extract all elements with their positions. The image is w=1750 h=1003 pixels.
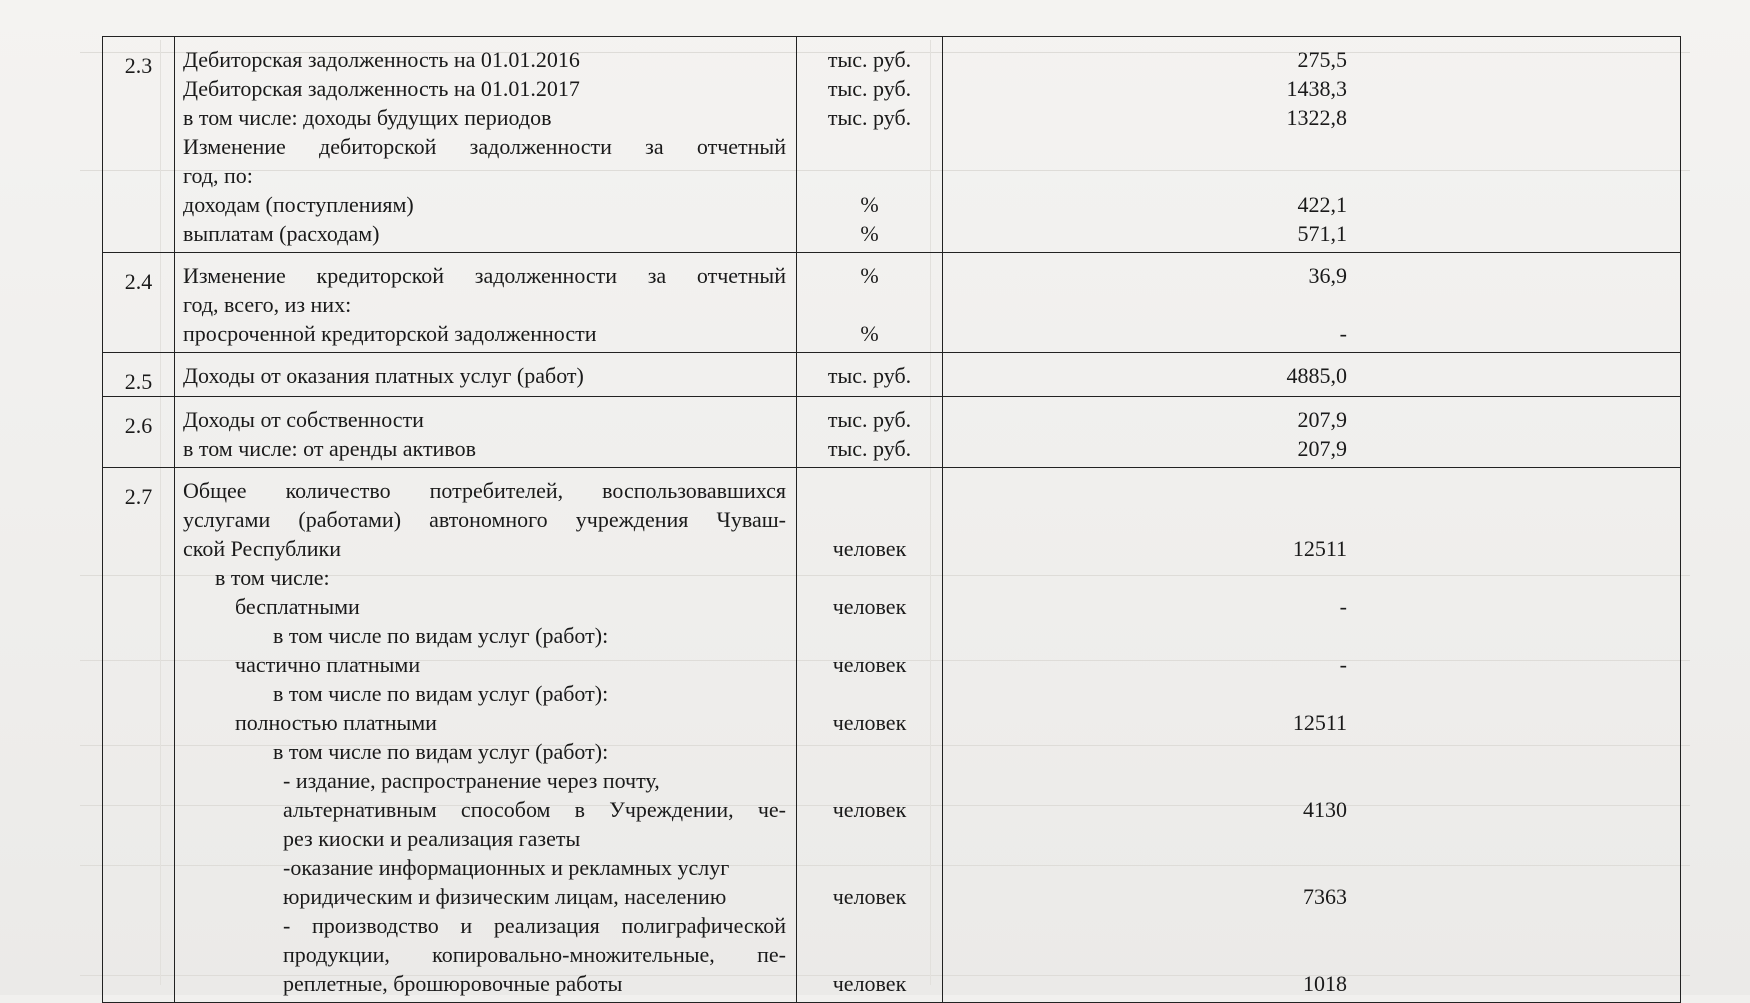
row-units bbox=[797, 253, 943, 353]
table-row-2-6 bbox=[103, 397, 1681, 468]
description-line: Дебиторская задолженность на 01.01.2016 bbox=[183, 47, 580, 72]
unit-cell bbox=[797, 621, 942, 650]
description-line: в том числе по видам услуг (работ): bbox=[273, 681, 609, 706]
value-cell bbox=[943, 290, 1347, 319]
unit-cell bbox=[797, 563, 942, 592]
value-cell bbox=[943, 476, 1347, 505]
row-description bbox=[175, 37, 797, 253]
row-values bbox=[943, 253, 1681, 353]
description-line: в том числе: от аренды активов bbox=[183, 436, 476, 461]
unit-cell bbox=[797, 940, 942, 969]
row-values bbox=[943, 37, 1681, 253]
row-description bbox=[175, 468, 797, 1003]
value-cell: - bbox=[1339, 594, 1347, 619]
description-line: - производство и реализация полиграфической bbox=[283, 913, 786, 938]
description-line: в том числе по видам услуг (работ): bbox=[273, 623, 609, 648]
unit-cell: человек bbox=[832, 536, 907, 561]
row-units bbox=[797, 468, 943, 1003]
description-line: в том числе по видам услуг (работ): bbox=[273, 739, 609, 764]
description-line: год, всего, из них: bbox=[183, 292, 352, 317]
unit-cell: тыс. руб. bbox=[827, 76, 912, 101]
row-values bbox=[943, 468, 1681, 1003]
value-cell bbox=[943, 737, 1347, 766]
table-row-2-5 bbox=[103, 353, 1681, 397]
row-description bbox=[175, 397, 797, 468]
value-cell: 207,9 bbox=[1297, 407, 1347, 432]
value-cell: - bbox=[1339, 652, 1347, 677]
row-description bbox=[175, 353, 797, 397]
row-number: 2.4 bbox=[103, 253, 175, 353]
unit-cell: % bbox=[860, 221, 879, 246]
description-line: в том числе: доходы будущих периодов bbox=[183, 105, 552, 130]
unit-cell: тыс. руб. bbox=[827, 407, 912, 432]
table-row-2-7 bbox=[103, 468, 1681, 1003]
description-line: Доходы от собственности bbox=[183, 407, 424, 432]
value-cell: 207,9 bbox=[1297, 436, 1347, 461]
description-line: бесплатными bbox=[235, 594, 360, 619]
value-cell: 571,1 bbox=[1297, 221, 1347, 246]
report-table bbox=[102, 36, 1681, 1003]
unit-cell bbox=[797, 161, 942, 190]
row-description bbox=[175, 253, 797, 353]
value-cell bbox=[943, 911, 1347, 940]
value-cell bbox=[943, 824, 1347, 853]
row-values bbox=[943, 397, 1681, 468]
row-number: 2.3 bbox=[103, 37, 175, 253]
description-line: Изменение кредиторской задолженности за отчетный bbox=[183, 263, 786, 288]
value-cell: 1438,3 bbox=[1286, 76, 1347, 101]
description-line: Доходы от оказания платных услуг (работ) bbox=[183, 363, 584, 388]
description-line: - издание, распространение через почту, bbox=[283, 768, 660, 793]
value-cell: - bbox=[1339, 321, 1347, 346]
unit-cell bbox=[797, 911, 942, 940]
unit-cell bbox=[797, 853, 942, 882]
unit-cell bbox=[797, 132, 942, 161]
value-cell bbox=[943, 132, 1347, 161]
value-cell: 4885,0 bbox=[1286, 363, 1347, 388]
description-line: выплатам (расходам) bbox=[183, 221, 380, 246]
value-cell bbox=[943, 161, 1347, 190]
value-cell bbox=[943, 940, 1347, 969]
value-cell bbox=[943, 505, 1347, 534]
description-line: услугами (работами) автономного учреждения Чуваш- bbox=[183, 507, 786, 532]
description-line: Общее количество потребителей, воспользовавшихся bbox=[183, 478, 786, 503]
description-line: доходам (поступлениям) bbox=[183, 192, 414, 217]
unit-cell: человек bbox=[832, 710, 907, 735]
unit-cell bbox=[797, 476, 942, 505]
description-line: реплетные, брошюровочные работы bbox=[283, 971, 623, 996]
unit-cell: человек bbox=[832, 797, 907, 822]
unit-cell: человек bbox=[832, 594, 907, 619]
unit-cell bbox=[797, 290, 942, 319]
unit-cell bbox=[797, 766, 942, 795]
description-line: Изменение дебиторской задолженности за отчетный bbox=[183, 134, 786, 159]
description-line: в том числе: bbox=[215, 565, 330, 590]
value-cell bbox=[943, 853, 1347, 882]
value-cell: 422,1 bbox=[1297, 192, 1347, 217]
unit-cell: % bbox=[860, 192, 879, 217]
unit-cell: тыс. руб. bbox=[827, 105, 912, 130]
value-cell: 12511 bbox=[1292, 536, 1347, 561]
row-number: 2.6 bbox=[103, 397, 175, 468]
description-line: Дебиторская задолженность на 01.01.2017 bbox=[183, 76, 580, 101]
unit-cell bbox=[797, 824, 942, 853]
description-line: рез киоски и реализация газеты bbox=[283, 826, 581, 851]
value-cell: 12511 bbox=[1292, 710, 1347, 735]
value-cell bbox=[943, 679, 1347, 708]
unit-cell bbox=[797, 679, 942, 708]
row-number: 2.7 bbox=[103, 468, 175, 1003]
value-cell: 36,9 bbox=[1308, 263, 1347, 288]
row-values bbox=[943, 353, 1681, 397]
value-cell bbox=[943, 766, 1347, 795]
row-units bbox=[797, 353, 943, 397]
value-cell bbox=[943, 621, 1347, 650]
description-line: юридическим и физическим лицам, населению bbox=[283, 884, 727, 909]
value-cell: 275,5 bbox=[1297, 47, 1347, 72]
description-line: ской Республики bbox=[183, 536, 341, 561]
description-line: год, по: bbox=[183, 163, 253, 188]
unit-cell: человек bbox=[832, 652, 907, 677]
table-row-2-4 bbox=[103, 253, 1681, 353]
table-row-2-3 bbox=[103, 37, 1681, 253]
row-number: 2.5 bbox=[103, 353, 175, 397]
unit-cell: % bbox=[860, 321, 879, 346]
row-units bbox=[797, 397, 943, 468]
unit-cell bbox=[797, 737, 942, 766]
unit-cell: человек bbox=[832, 884, 907, 909]
unit-cell: % bbox=[860, 263, 879, 288]
value-cell: 1018 bbox=[1303, 971, 1347, 996]
unit-cell bbox=[797, 505, 942, 534]
value-cell bbox=[943, 563, 1347, 592]
value-cell: 4130 bbox=[1303, 797, 1347, 822]
description-line: полностью платными bbox=[235, 710, 437, 735]
description-line: -оказание информационных и рекламных услуг bbox=[283, 855, 730, 880]
description-line: просроченной кредиторской задолженности bbox=[183, 321, 597, 346]
description-line: продукции, копировально-множительные, пе- bbox=[283, 942, 786, 967]
unit-cell: тыс. руб. bbox=[827, 47, 912, 72]
unit-cell: тыс. руб. bbox=[827, 363, 912, 388]
description-line: частично платными bbox=[235, 652, 421, 677]
value-cell: 1322,8 bbox=[1286, 105, 1347, 130]
row-units bbox=[797, 37, 943, 253]
unit-cell: тыс. руб. bbox=[827, 436, 912, 461]
description-line: альтернативным способом в Учреждении, че- bbox=[283, 797, 786, 822]
value-cell: 7363 bbox=[1303, 884, 1347, 909]
unit-cell: человек bbox=[832, 971, 907, 996]
